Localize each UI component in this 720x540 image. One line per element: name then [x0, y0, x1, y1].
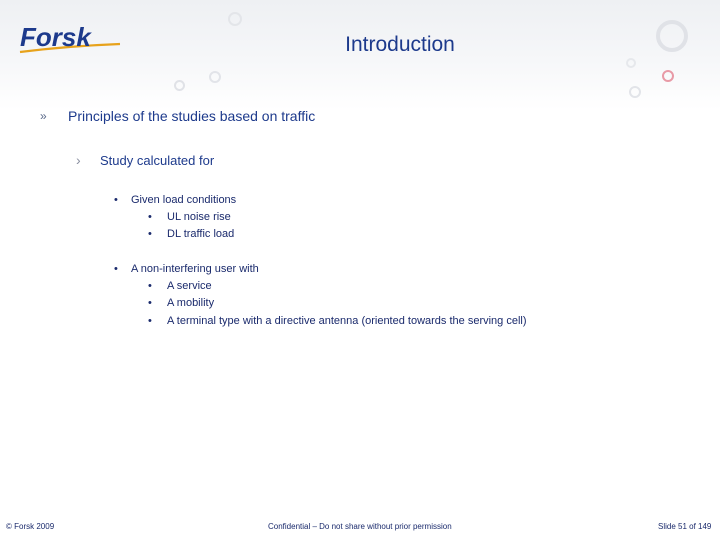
- decorative-circle-icon: [626, 58, 636, 68]
- footer-copyright: © Forsk 2009: [6, 522, 55, 531]
- double-chevron-icon: »: [40, 109, 47, 123]
- heading-text: Principles of the studies based on traffic: [68, 108, 316, 124]
- slide-title: Introduction: [345, 33, 455, 56]
- decorative-circle-icon: [174, 80, 185, 91]
- forsk-logo: [18, 22, 122, 62]
- bullet-dot-icon: •: [148, 315, 152, 327]
- footer-slide-number: Slide 51 of 149: [658, 522, 712, 531]
- logo-text: Forsk: [20, 22, 91, 52]
- bullet-dot-icon: •: [148, 297, 152, 309]
- chevron-right-icon: ›: [76, 152, 81, 168]
- bullet-dot-icon: •: [148, 211, 152, 223]
- decorative-circle-icon: [656, 20, 688, 52]
- sub-heading-text: Study calculated for: [100, 153, 215, 168]
- bullet-dot-icon: •: [114, 194, 118, 206]
- bullet-dot-icon: •: [148, 228, 152, 240]
- accent-circle-icon: [662, 70, 674, 82]
- bullet-dot-icon: •: [114, 263, 118, 275]
- decorative-circle-icon: [228, 12, 242, 26]
- decorative-circle-icon: [209, 71, 221, 83]
- footer-confidential: Confidential – Do not share without prior permission: [268, 522, 452, 531]
- decorative-circle-icon: [629, 86, 641, 98]
- bullet-dot-icon: •: [148, 280, 152, 292]
